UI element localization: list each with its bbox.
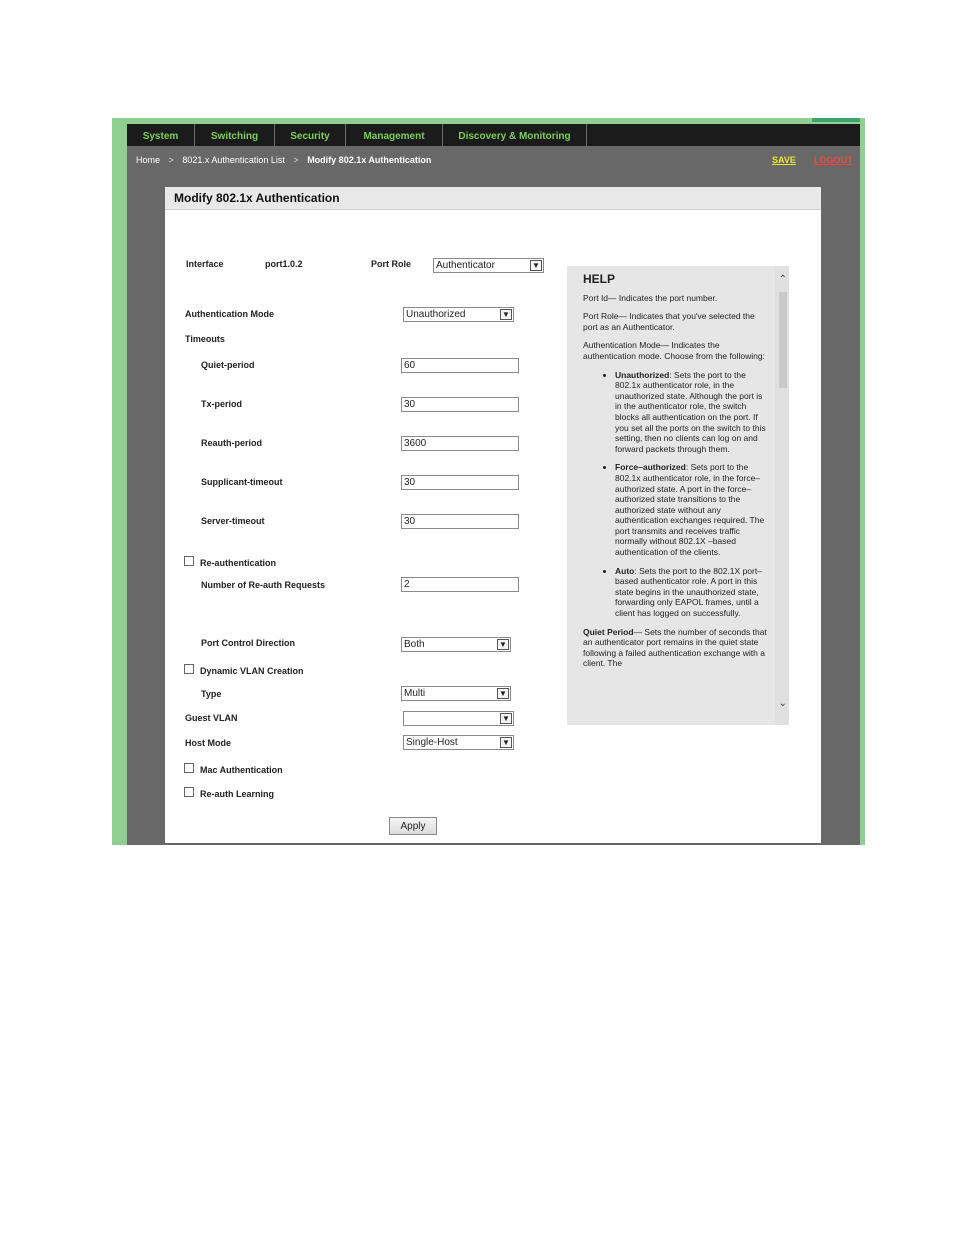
mac-auth-checkbox[interactable]	[184, 763, 194, 773]
auth-mode-selected: Unauthorized	[406, 309, 466, 320]
chevron-down-icon[interactable]: ▼	[500, 309, 512, 320]
logout-link[interactable]: LOGOUT	[814, 155, 853, 165]
host-mode-label: Host Mode	[185, 738, 231, 748]
port-control-select[interactable]	[401, 637, 511, 652]
help-quiet-period	[583, 627, 769, 669]
chevron-down-icon[interactable]: ▼	[530, 260, 542, 271]
supplicant-timeout-input[interactable]: 30	[401, 475, 519, 490]
scroll-down-arrow-icon[interactable]: ⌄	[778, 698, 787, 709]
help-panel[interactable]	[567, 266, 789, 725]
chevron-down-icon[interactable]: ▼	[500, 713, 512, 724]
host-mode-selected: Single-Host	[406, 737, 458, 748]
help-mode-text: : Sets the port to the 802.1X port–based authenticator role. A port in this state begins in the unauthorized state, forwarding only EAPOL frames, until a client has logged on successfully.	[615, 565, 762, 619]
help-mode-text: : Sets the port to the 802.1x authenticator role, in the unauthorized state. Although the port is in the authenticator role, the switch blocks all authentication on the port. If you set all the ports on the switch to this setting, then no clients can log on and forward packets through them.	[615, 369, 766, 454]
reauth-label: Re-authentication	[200, 558, 277, 568]
nav-tab-switching[interactable]: Switching	[195, 124, 275, 146]
apply-button[interactable]: Apply	[389, 817, 437, 835]
breadcrumb-auth-list[interactable]: 8021.x Authentication List	[182, 155, 285, 165]
help-mode-item	[615, 462, 769, 557]
breadcrumb-current: Modify 802.1x Authentication	[307, 155, 432, 165]
nav-tab-security[interactable]: Security	[275, 124, 346, 146]
interface-value: port1.0.2	[265, 259, 303, 269]
breadcrumb-separator: >	[293, 155, 299, 165]
nav-tab-system[interactable]: System	[127, 124, 195, 146]
chevron-down-icon[interactable]: ▼	[497, 639, 509, 650]
help-mode-item	[615, 370, 769, 455]
help-quiet-period-text: — Sets the number of seconds that an authenticator port remains in the quiet state following a failed authentication exchange with a client. The	[583, 626, 767, 669]
port-role-label: Port Role	[371, 259, 412, 269]
scroll-up-arrow-icon[interactable]: ⌃	[778, 274, 787, 285]
port-control-selected: Both	[404, 639, 425, 650]
breadcrumb	[136, 155, 437, 165]
interface-label: Interface	[186, 259, 224, 269]
help-scrollbar[interactable]	[775, 266, 789, 725]
breadcrumb-home[interactable]: Home	[136, 155, 161, 165]
help-mode-list	[583, 370, 769, 619]
tx-period-input[interactable]: 30	[401, 397, 519, 412]
help-scrollbar-thumb[interactable]	[779, 292, 787, 388]
type-selected: Multi	[404, 688, 426, 699]
quiet-period-input[interactable]: 60	[401, 358, 519, 373]
dynamic-vlan-label: Dynamic VLAN Creation	[200, 666, 304, 676]
type-label: Type	[201, 689, 222, 699]
type-select[interactable]	[401, 686, 511, 701]
mac-auth-label: Mac Authentication	[200, 765, 283, 775]
timeouts-label: Timeouts	[185, 334, 225, 344]
port-role-select[interactable]	[433, 258, 544, 273]
auth-mode-label: Authentication Mode	[185, 309, 274, 319]
tx-period-label: Tx-period	[201, 399, 243, 409]
help-title: HELP	[583, 272, 616, 286]
server-timeout-label: Server-timeout	[201, 516, 265, 526]
reauth-period-label: Reauth-period	[201, 438, 263, 448]
help-mode-text: : Sets port to the 802.1x authenticator role, in the force–authorized state. A port in the force–authorized state transitions to the authorized state without any authentication exchanges required. The port transmits and receives traffic normally without 802.1X –based authentication of the clients.	[615, 462, 765, 558]
help-mode-term: Unauthorized	[615, 369, 670, 380]
reauth-period-input[interactable]: 3600	[401, 436, 519, 451]
supplicant-timeout-label: Supplicant-timeout	[201, 477, 283, 487]
help-port-role: Port Role— Indicates that you've selected the port as an Authenticator.	[583, 311, 755, 332]
chevron-down-icon[interactable]: ▼	[500, 737, 512, 748]
reauth-requests-input[interactable]: 2	[401, 577, 519, 592]
frame-accent	[812, 118, 860, 122]
page-title: Modify 802.1x Authentication	[174, 191, 340, 205]
server-timeout-input[interactable]: 30	[401, 514, 519, 529]
chevron-down-icon[interactable]: ▼	[497, 688, 509, 699]
help-mode-term: Force–authorized	[615, 462, 686, 473]
host-mode-select[interactable]	[403, 735, 514, 750]
help-quiet-period-term: Quiet Period	[583, 626, 634, 637]
help-mode-item	[615, 566, 769, 619]
auth-mode-select[interactable]	[403, 307, 514, 322]
guest-vlan-label: Guest VLAN	[185, 713, 238, 723]
reauth-requests-label: Number of Re-auth Requests	[201, 580, 326, 590]
save-link[interactable]: SAVE	[772, 155, 796, 165]
reauth-learning-checkbox[interactable]	[184, 787, 194, 797]
dynamic-vlan-checkbox[interactable]	[184, 664, 194, 674]
reauth-checkbox[interactable]	[184, 556, 194, 566]
port-control-label: Port Control Direction	[201, 638, 295, 648]
help-port-id: Port Id— Indicates the port number.	[583, 292, 718, 303]
reauth-learning-label: Re-auth Learning	[200, 789, 275, 799]
nav-tab-management[interactable]: Management	[346, 124, 443, 146]
breadcrumb-separator: >	[168, 155, 174, 165]
guest-vlan-select[interactable]	[403, 711, 514, 726]
help-auth-mode: Authentication Mode— Indicates the authentication mode. Choose from the following:	[583, 340, 765, 361]
help-content	[583, 274, 769, 677]
nav-tab-discovery-monitoring[interactable]: Discovery & Monitoring	[443, 124, 587, 146]
help-mode-term: Auto	[615, 565, 635, 576]
port-role-selected: Authenticator	[436, 260, 495, 271]
quiet-period-label: Quiet-period	[201, 360, 255, 370]
